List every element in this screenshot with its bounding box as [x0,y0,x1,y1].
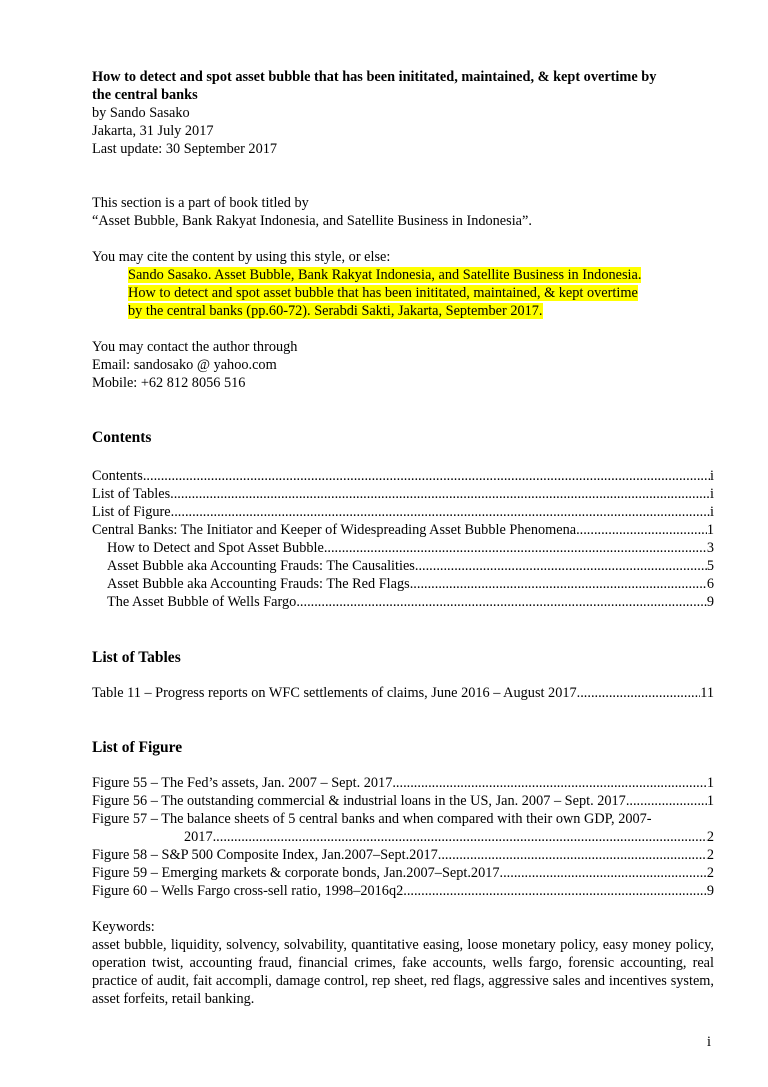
page-number: i [707,1034,711,1050]
citation-line-1: Sando Sasako. Asset Bubble, Bank Rakyat Indonesia, and Satellite Business in Indonesia. [128,267,642,283]
figure-entry-56[interactable] [92,792,714,810]
citation-line-3: by the central banks (pp.60-72). Serabdi Sakti, Jakarta, September 2017. [128,303,543,319]
toc-entry-central-banks[interactable] [92,521,714,539]
keywords-heading: Keywords: [92,919,155,935]
toc-label: List of Tables [92,486,171,502]
toc-label-continued: 2017 [184,829,213,845]
figures-heading: List of Figure [92,739,183,756]
toc-label: List of Figure [92,504,171,520]
toc-page: i [710,468,714,484]
toc-list [92,467,714,611]
toc-label: Contents [92,468,143,484]
toc-label: Central Banks: The Initiator and Keeper of Widespreading Asset Bubble Phenomena [92,522,577,538]
toc-label: Figure 60 – Wells Fargo cross-sell ratio, 1998–2016q2 [92,883,404,899]
toc-entry-contents[interactable] [92,467,714,485]
toc-label: The Asset Bubble of Wells Fargo [107,594,297,610]
toc-page: 2 [706,865,714,881]
figure-entry-60[interactable] [92,882,714,900]
contact-email: Email: sandosako @ yahoo.com [92,357,277,373]
document-title-line-1: How to detect and spot asset bubble that has been inititated, maintained, & kept overtime by [92,69,657,85]
toc-label: Figure 56 – The outstanding commercial & industrial loans in the US, Jan. 2007 – Sept. 2017 [92,793,626,809]
toc-entry-wells-fargo[interactable] [92,593,714,611]
document-page [92,68,714,1008]
keywords-text: asset bubble, liquidity, solvency, solvability, quantitative easing, loose monetary policy, easy money policy, operation twist, accounting fraud, financial crimes, fake accounts, wells fargo, forensic accounting, real practice of audit, fait accompli, damage control, rep sheet, red flags, aggressive sales and incentives system, asset forfeits, retail banking. [92,937,714,1007]
toc-entry-list-of-tables[interactable] [92,485,714,503]
place-date: Jakarta, 31 July 2017 [92,123,214,139]
figure-entry-58[interactable] [92,846,714,864]
toc-label: Figure 58 – S&P 500 Composite Index, Jan.2007–Sept.2017 [92,847,438,863]
toc-label: Table 11 – Progress reports on WFC settlements of claims, June 2016 – August 2017 [92,685,577,701]
toc-page: 5 [706,558,714,574]
figure-entry-57[interactable] [92,810,714,846]
toc-page: 6 [706,576,714,592]
toc-page: 2 [706,847,714,863]
figure-entry-59[interactable] [92,864,714,882]
book-title: “Asset Bubble, Bank Rakyat Indonesia, and Satellite Business in Indonesia”. [92,213,532,229]
table-entry-11[interactable] [92,684,714,702]
last-update: Last update: 30 September 2017 [92,141,278,157]
toc-entry-detect-spot[interactable] [92,539,714,557]
contact-intro: You may contact the author through [92,339,298,355]
toc-page: i [710,504,714,520]
toc-page: 1 [706,522,714,538]
toc-label: Figure 59 – Emerging markets & corporate bonds, Jan.2007–Sept.2017 [92,865,500,881]
tables-heading: List of Tables [92,649,181,666]
toc-entry-list-of-figure[interactable] [92,503,714,521]
toc-page: 11 [700,685,714,701]
toc-page: i [710,486,714,502]
toc-entry-red-flags[interactable] [92,575,714,593]
figure-list [92,774,714,900]
toc-page: 9 [706,883,714,899]
citation-block [128,266,714,320]
contents-heading: Contents [92,429,152,446]
toc-page: 3 [706,540,714,556]
author-byline: by Sando Sasako [92,105,190,121]
document-title-line-2: the central banks [92,87,198,103]
toc-label: Asset Bubble aka Accounting Frauds: The Causalities [107,558,415,574]
cite-intro: You may cite the content by using this style, or else: [92,249,391,265]
toc-label: How to Detect and Spot Asset Bubble [107,540,324,556]
toc-page: 1 [706,775,714,791]
figure-entry-55[interactable] [92,774,714,792]
contact-mobile: Mobile: +62 812 8056 516 [92,375,246,391]
toc-label: Asset Bubble aka Accounting Frauds: The Red Flags [107,576,410,592]
toc-page: 9 [706,594,714,610]
citation-line-2: How to detect and spot asset bubble that has been inititated, maintained, & kept overtime [128,285,638,301]
toc-page: 2 [706,829,714,845]
toc-label: Figure 55 – The Fed’s assets, Jan. 2007 – Sept. 2017 [92,775,393,791]
book-intro: This section is a part of book titled by [92,195,309,211]
toc-label: Figure 57 – The balance sheets of 5 central banks and when compared with their own GDP, 2007- [92,811,652,827]
toc-entry-causalities[interactable] [92,557,714,575]
toc-page: 1 [706,793,714,809]
